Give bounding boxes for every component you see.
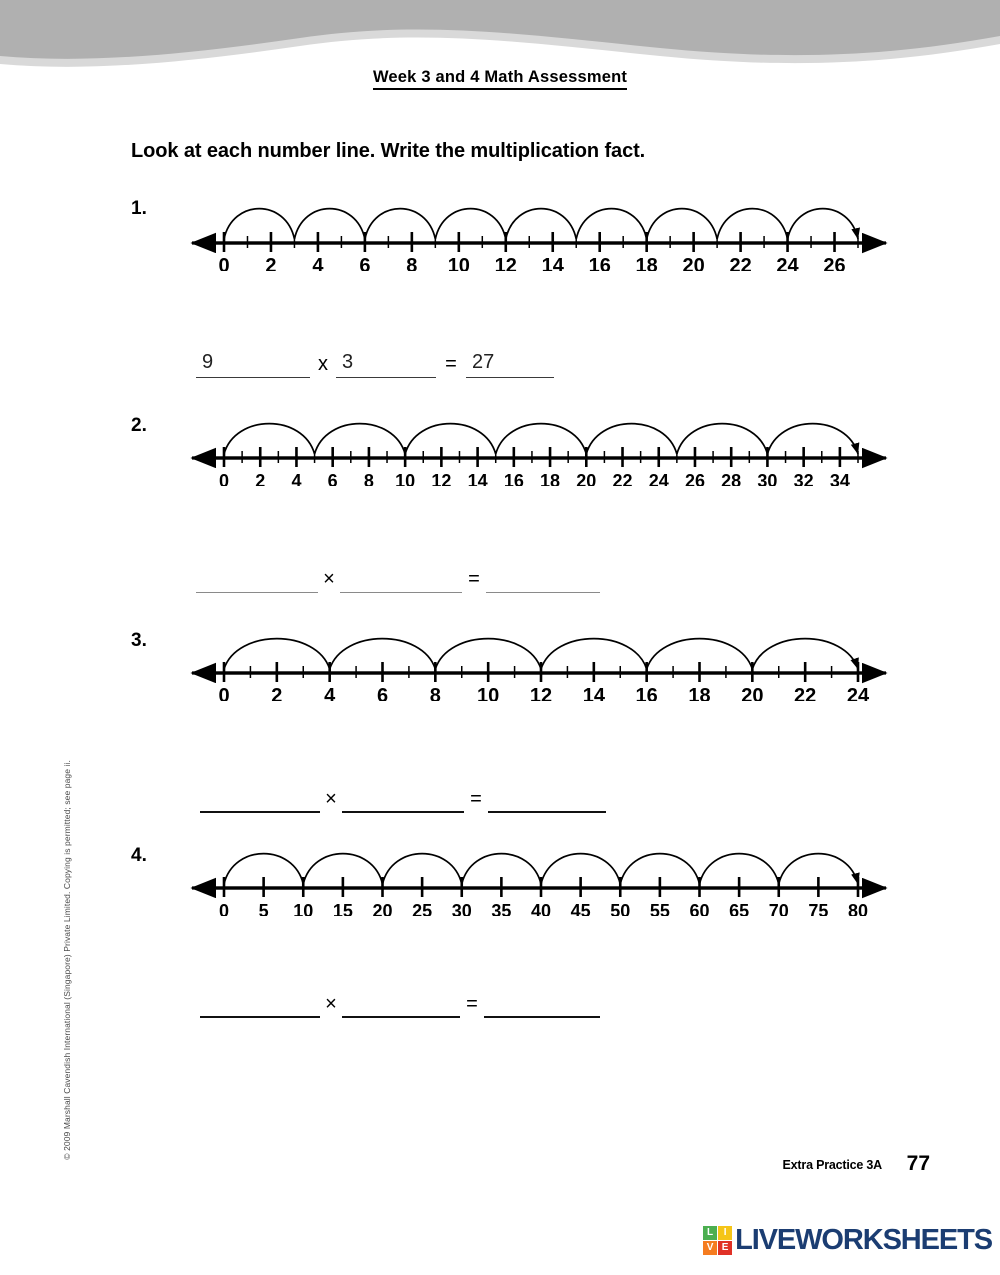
svg-text:20: 20 [741,685,764,701]
svg-text:18: 18 [688,685,711,701]
svg-text:0: 0 [218,471,230,486]
answer-3-equals: = [470,788,482,810]
svg-text:14: 14 [582,685,605,701]
svg-text:60: 60 [689,901,710,916]
svg-text:6: 6 [359,255,371,271]
svg-text:32: 32 [793,471,814,486]
svg-text:14: 14 [541,255,564,271]
copyright-text: © 2009 Marshall Cavendish International (Singapore) Private Limited. Copying is permitted; see page ii. [62,760,72,1160]
answer-3-factor1-blank[interactable] [200,785,320,813]
problem-number-3: 3. [131,630,147,651]
liveworksheets-logo-word: LIVEWORKSHEETS [735,1224,992,1256]
svg-text:22: 22 [729,255,752,271]
svg-text:14: 14 [467,471,488,486]
svg-text:20: 20 [372,901,393,916]
svg-text:24: 24 [776,255,799,271]
svg-text:20: 20 [576,471,597,486]
answer-1-factor1-blank[interactable] [196,351,310,378]
svg-text:4: 4 [291,471,302,486]
svg-text:15: 15 [332,901,353,916]
answer-2-factor1-blank[interactable] [196,566,318,593]
svg-text:34: 34 [829,471,850,486]
svg-text:0: 0 [218,685,230,701]
problem-number-1: 1. [131,198,147,219]
svg-text:75: 75 [808,901,829,916]
svg-text:8: 8 [363,471,374,486]
svg-text:16: 16 [588,255,611,271]
svg-text:12: 12 [529,685,553,701]
answer-4-operator: × [325,993,337,1015]
svg-text:25: 25 [412,901,433,916]
svg-text:0: 0 [218,901,230,916]
svg-text:12: 12 [494,255,517,271]
svg-text:8: 8 [429,685,441,701]
svg-text:26: 26 [684,471,705,486]
number-line-3 [186,623,892,701]
svg-text:10: 10 [447,255,470,271]
answer-3-operator: × [325,788,337,810]
svg-text:2: 2 [265,255,277,271]
svg-text:22: 22 [794,685,817,701]
svg-text:4: 4 [324,685,336,701]
svg-text:2: 2 [255,471,266,486]
svg-text:50: 50 [610,901,631,916]
answer-row-3[interactable] [200,773,606,813]
answer-row-4[interactable] [200,978,600,1018]
page-title-text: Week 3 and 4 Math Assessment [373,68,627,90]
svg-text:55: 55 [649,901,670,916]
answer-4-factor2-blank[interactable] [342,990,460,1018]
page-title [0,68,1000,87]
svg-text:35: 35 [491,901,512,916]
answer-row-2[interactable] [196,553,600,593]
answer-1-equals: = [445,353,457,375]
problem-number-4: 4. [131,845,147,866]
svg-text:5: 5 [258,901,269,916]
svg-text:10: 10 [293,901,314,916]
svg-text:24: 24 [648,471,669,486]
answer-4-factor1-blank[interactable] [200,990,320,1018]
svg-text:45: 45 [570,901,591,916]
svg-text:65: 65 [729,901,750,916]
svg-text:24: 24 [846,685,870,701]
instruction-text: Look at each number line. Write the multiplication fact. [131,140,646,162]
answer-4-product-blank[interactable] [484,990,600,1018]
svg-text:12: 12 [431,471,452,486]
svg-text:10: 10 [395,471,416,486]
logo-tile-e: E [718,1241,732,1255]
logo-tile-v: V [703,1241,717,1255]
svg-text:8: 8 [406,255,418,271]
answer-1-factor1-value: 9 [202,351,214,373]
svg-text:2: 2 [271,685,283,701]
answer-2-product-blank[interactable] [486,566,600,593]
answer-4-equals: = [466,993,478,1015]
answer-1-operator: x [318,353,328,375]
svg-text:20: 20 [682,255,705,271]
number-line-2 [186,408,892,486]
logo-tile-i: I [718,1226,732,1240]
answer-1-product-value: 27 [472,351,495,373]
svg-text:16: 16 [503,471,524,486]
svg-text:30: 30 [451,901,472,916]
svg-text:30: 30 [757,471,778,486]
svg-text:18: 18 [635,255,658,271]
answer-row-1[interactable] [196,338,554,378]
header-wave-banner [0,0,1000,72]
answer-1-factor2-blank[interactable] [336,351,436,378]
svg-text:4: 4 [312,255,324,271]
svg-text:22: 22 [612,471,633,486]
footer-book-label: Extra Practice 3A [782,1158,882,1172]
svg-text:6: 6 [376,685,389,701]
svg-text:0: 0 [218,255,230,271]
answer-3-product-blank[interactable] [488,785,606,813]
answer-3-factor2-blank[interactable] [342,785,464,813]
answer-2-equals: = [468,568,480,590]
svg-text:70: 70 [768,901,789,916]
svg-text:40: 40 [530,901,552,916]
answer-1-factor2-value: 3 [342,351,354,373]
svg-text:80: 80 [847,901,869,916]
svg-text:16: 16 [635,685,658,701]
svg-text:18: 18 [540,471,561,486]
svg-text:28: 28 [721,471,742,486]
logo-tile-l: L [703,1226,717,1240]
svg-text:26: 26 [823,255,846,271]
svg-text:6: 6 [327,471,338,486]
footer-page-number: 77 [906,1152,930,1175]
problem-number-2: 2. [131,415,147,436]
liveworksheets-logo[interactable] [703,1224,992,1257]
answer-2-factor2-blank[interactable] [340,566,462,593]
number-line-1 [186,193,892,271]
answer-1-product-blank[interactable] [466,351,554,378]
number-line-4 [186,838,892,916]
svg-text:10: 10 [477,685,500,701]
liveworksheets-logo-tiles [703,1226,732,1255]
answer-2-operator: × [323,568,335,590]
